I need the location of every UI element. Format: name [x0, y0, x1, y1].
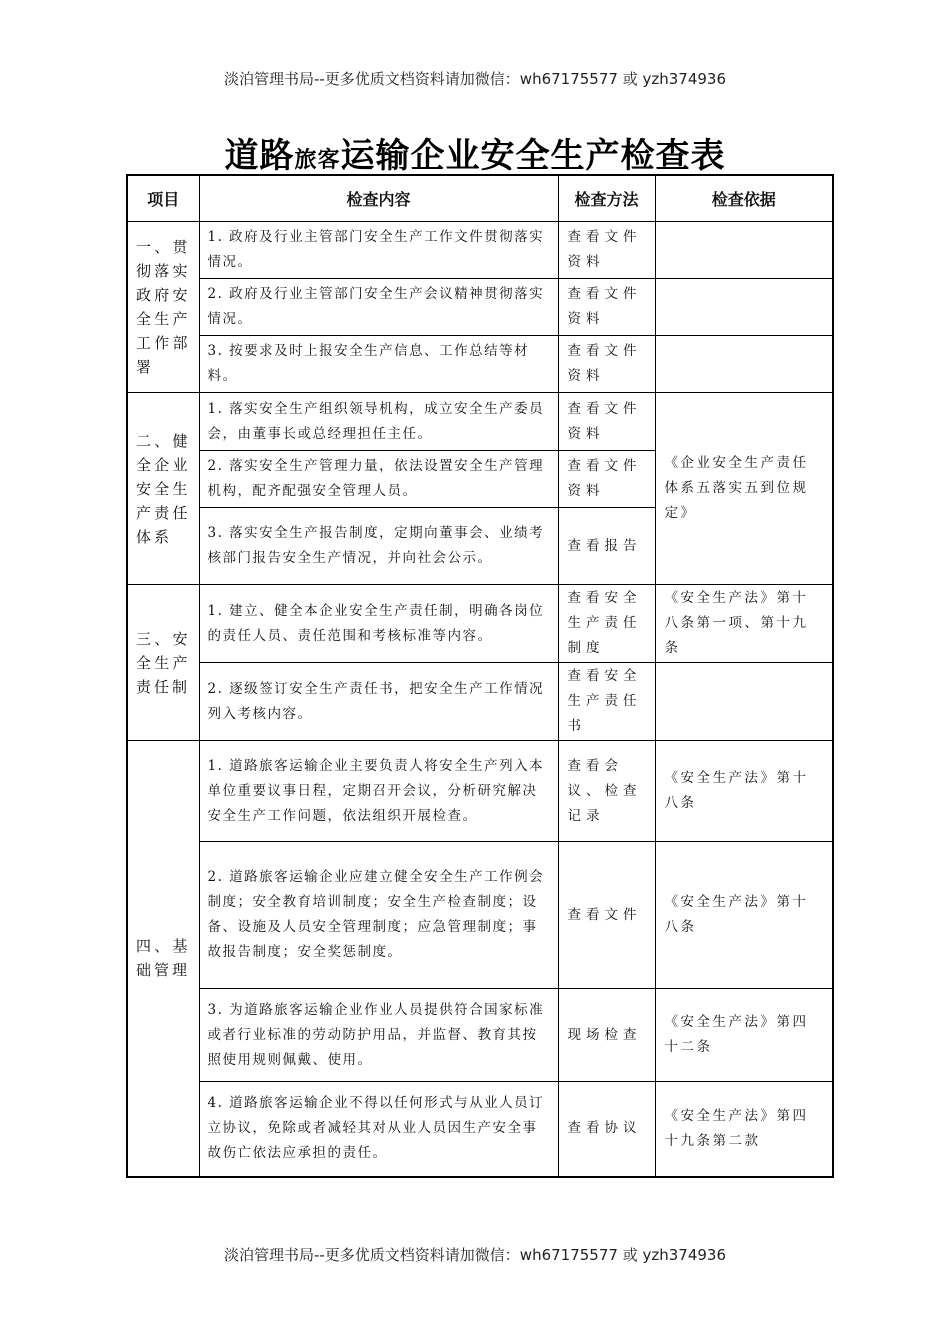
title-part-1: 道路	[224, 136, 295, 176]
method-cell: 查看文件资料	[558, 222, 655, 279]
header-basis: 检查依据	[655, 175, 833, 222]
table-row	[127, 336, 833, 393]
header-method: 检查方法	[558, 175, 655, 222]
method-cell: 查看文件资料	[558, 393, 655, 451]
inspection-table	[126, 174, 834, 1178]
table-row	[127, 279, 833, 336]
header-item: 项目	[127, 175, 199, 222]
method-cell: 查看文件	[558, 842, 655, 989]
table-row	[127, 989, 833, 1082]
method-cell: 查看文件资料	[558, 279, 655, 336]
content-cell: 3. 按要求及时上报安全生产信息、工作总结等材料。	[199, 336, 558, 393]
method-cell: 查看报告	[558, 508, 655, 585]
basis-cell: 《安全生产法》第四十九条第二款	[655, 1082, 833, 1177]
basis-cell	[655, 336, 833, 393]
method-cell: 查看会议、检查记录	[558, 741, 655, 842]
header-content: 检查内容	[199, 175, 558, 222]
content-cell: 1. 落实安全生产组织领导机构，成立安全生产委员会，由董事长或总经理担任主任。	[199, 393, 558, 451]
footer-watermark: 淡泊管理书局--更多优质文档资料请加微信：wh67175577 或 yzh374936	[223, 1246, 726, 1264]
title-small-part: 旅客	[294, 147, 341, 173]
table-row	[127, 1082, 833, 1177]
category-cell: 三、安全生产责任制	[127, 585, 199, 741]
content-cell: 2. 道路旅客运输企业应建立健全安全生产工作例会制度；安全教育培训制度；安全生产检查制度；设备、设施及人员安全管理制度；应急管理制度；事故报告制度；安全奖惩制度。	[199, 842, 558, 989]
method-cell: 查看文件资料	[558, 451, 655, 508]
table-row	[127, 741, 833, 842]
content-cell: 4. 道路旅客运输企业不得以任何形式与从业人员订立协议，免除或者减轻其对从业人员因生产安全事故伤亡依法应承担的责任。	[199, 1082, 558, 1177]
basis-cell-merged: 《企业安全生产责任体系五落实五到位规定》	[655, 393, 833, 585]
content-cell: 2. 逐级签订安全生产责任书，把安全生产工作情况列入考核内容。	[199, 663, 558, 741]
basis-cell: 《安全生产法》第四十二条	[655, 989, 833, 1082]
method-cell: 查看协议	[558, 1082, 655, 1177]
content-cell: 1. 建立、健全本企业安全生产责任制，明确各岗位的责任人员、责任范围和考核标准等内容。	[199, 585, 558, 663]
category-cell: 四、基础管理	[127, 741, 199, 1177]
category-cell: 二、健全企业安全生产责任体系	[127, 393, 199, 585]
header-watermark: 淡泊管理书局--更多优质文档资料请加微信：wh67175577 或 yzh374936	[223, 70, 726, 88]
table-header-row	[127, 175, 833, 222]
content-cell: 3. 落实安全生产报告制度，定期向董事会、业绩考核部门报告安全生产情况，并向社会公示。	[199, 508, 558, 585]
content-cell: 3. 为道路旅客运输企业作业人员提供符合国家标准或者行业标准的劳动防护用品，并监督、教育其按照使用规则佩戴、使用。	[199, 989, 558, 1082]
basis-cell: 《安全生产法》第十八条第一项、第十九条	[655, 585, 833, 663]
table-row	[127, 393, 833, 451]
basis-cell	[655, 222, 833, 279]
method-cell: 查看安全生产责任制度	[558, 585, 655, 663]
method-cell: 现场检查	[558, 989, 655, 1082]
method-cell: 查看文件资料	[558, 336, 655, 393]
content-cell: 1. 道路旅客运输企业主要负责人将安全生产列入本单位重要议事日程，定期召开会议，分析研究解决安全生产工作问题，依法组织开展检查。	[199, 741, 558, 842]
title-part-2: 运输企业安全生产检查表	[340, 136, 726, 176]
table-row	[127, 585, 833, 663]
content-cell: 2. 政府及行业主管部门安全生产会议精神贯彻落实情况。	[199, 279, 558, 336]
page-title	[0, 128, 950, 177]
method-cell: 查看安全生产责任书	[558, 663, 655, 741]
content-cell: 1. 政府及行业主管部门安全生产工作文件贯彻落实情况。	[199, 222, 558, 279]
basis-cell	[655, 663, 833, 741]
basis-cell	[655, 279, 833, 336]
category-cell: 一、贯彻落实政府安全生产工作部署	[127, 222, 199, 393]
table-row	[127, 663, 833, 741]
table-row	[127, 222, 833, 279]
basis-cell: 《安全生产法》第十八条	[655, 842, 833, 989]
table-row	[127, 842, 833, 989]
basis-cell: 《安全生产法》第十八条	[655, 741, 833, 842]
content-cell: 2. 落实安全生产管理力量，依法设置安全生产管理机构，配齐配强安全管理人员。	[199, 451, 558, 508]
